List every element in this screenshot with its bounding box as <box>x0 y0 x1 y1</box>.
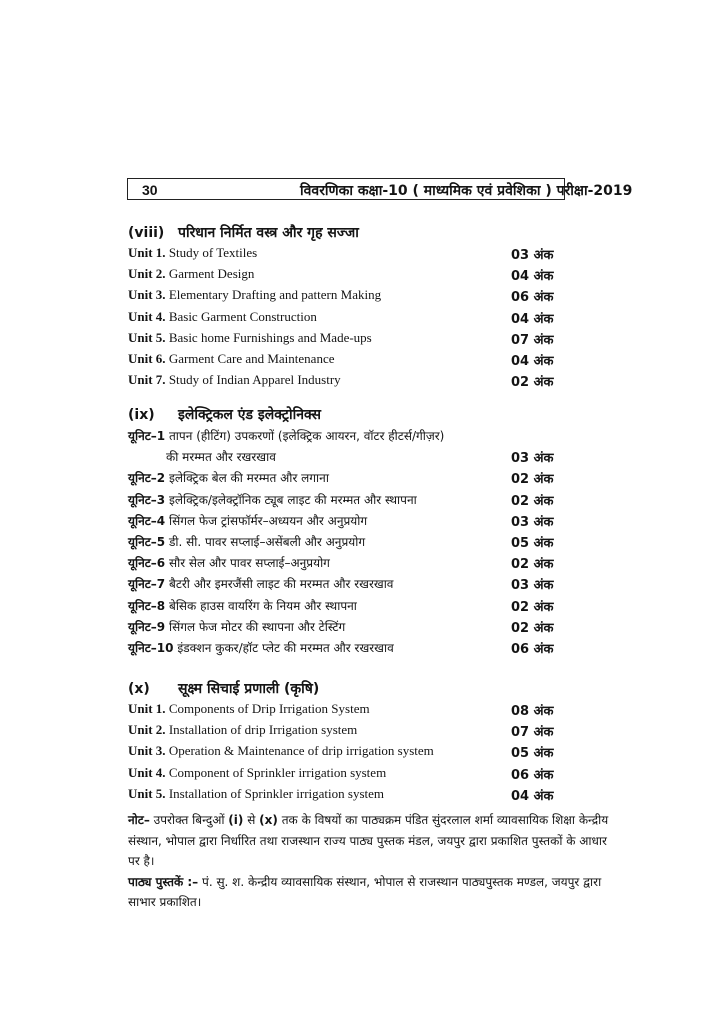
list-item: यूनिट–1 तापन (हीटिंग) उपकरणों (इलेक्ट्रिक आयरन, वॉटर हीटर्स/गीज़र) <box>128 429 445 443</box>
list-item: Unit 5. Installation of Sprinkler irrigation system 04 अंक <box>128 785 554 804</box>
marks: 04 अंक <box>511 353 554 369</box>
marks: 03 अंक <box>511 578 554 594</box>
list-item: यूनिट–7 बैटरी और इमरजैंसी लाइट की मरम्मत और रखरखाव 03 अंक <box>128 577 554 594</box>
list-item: यूनिट–5 डी. सी. पावर सप्लाई–असेंबली और अनुप्रयोग 05 अंक <box>128 534 554 551</box>
section-heading <box>128 405 558 427</box>
section-number: (ix) <box>128 407 155 423</box>
marks: 04 अंक <box>511 311 554 327</box>
list-item: Unit 3. Operation & Maintenance of drip irrigation system 05 अंक <box>128 743 554 762</box>
list-item: यूनिट–6 सौर सेल और पावर सप्लाई–अनुप्रयोग 02 अंक <box>128 556 554 573</box>
marks: 02 अंक <box>511 493 554 509</box>
section-heading <box>128 679 558 701</box>
section-x <box>128 679 558 807</box>
section-ix <box>128 405 558 660</box>
marks: 05 अंक <box>511 746 554 762</box>
marks: 02 अंक <box>511 557 554 573</box>
list-item: यूनिट–9 सिंगल फेज मोटर की स्थापना और टेस्टिंग 02 अंक <box>128 619 554 636</box>
note-paragraph: नोट– उपरोक्त बिन्दुओं (i) से (x) तक के विषयों का पाठ्यक्रम पंडित सुंदरलाल शर्मा व्यावसायिक शिक्षा केन्द्रीय संस्थान, भोपाल द्वारा निर्धारित तथा राजस्थान राज्य पाठ्य पुस्तक मंडल, जयपुर द्वारा प्रकाशित पुस्तकों के आधार पर है। <box>128 813 609 868</box>
marks: 07 अंक <box>511 725 554 741</box>
list-item: Unit 5. Basic home Furnishings and Made-ups 07 अंक <box>128 329 554 348</box>
list-item: यूनिट–4 सिंगल फेज ट्रांसफॉर्मर–अध्ययन और अनुप्रयोग 03 अंक <box>128 513 554 530</box>
list-item: Unit 4. Component of Sprinkler irrigation system 06 अंक <box>128 764 554 783</box>
marks: 03 अंक <box>511 451 554 467</box>
marks: 04 अंक <box>511 269 554 285</box>
marks: 06 अंक <box>511 767 554 783</box>
marks: 02 अंक <box>511 375 554 391</box>
marks: 02 अंक <box>511 599 554 615</box>
marks: 06 अंक <box>511 641 554 657</box>
list-item: Unit 2. Installation of drip Irrigation system 07 अंक <box>128 722 554 741</box>
section-heading <box>128 223 558 245</box>
marks: 05 अंक <box>511 535 554 551</box>
marks: 07 अंक <box>511 332 554 348</box>
marks: 04 अंक <box>511 788 554 804</box>
note-block <box>128 810 612 913</box>
section-title: सूक्ष्म सिचाई प्रणाली (कृषि) <box>178 681 320 697</box>
textbooks-paragraph: पाठ्य पुस्तकें :– पं. सु. श. केन्द्रीय व्यावसायिक संस्थान, भोपाल से राजस्थान पाठ्यपुस्तक मण्डल, जयपुर द्वारा साभार प्रकाशित। <box>128 874 602 909</box>
section-number: (viii) <box>128 225 165 241</box>
list-item: Unit 1. Components of Drip Irrigation System 08 अंक <box>128 701 554 719</box>
list-item: Unit 1. Study of Textiles 03 अंक <box>128 245 554 263</box>
marks: 03 अंक <box>511 248 554 263</box>
marks: 06 अंक <box>511 290 554 306</box>
section-viii <box>128 223 558 393</box>
header-title: विवरणिका कक्षा-10 ( माध्यमिक एवं प्रवेशिका ) परीक्षा-2019 <box>300 183 633 199</box>
list-item: Unit 7. Study of Indian Apparel Industry 02 अंक <box>128 372 554 391</box>
list-item: Unit 2. Garment Design 04 अंक <box>128 266 554 285</box>
section-title: परिधान निर्मित वस्त्र और गृह सज्जा <box>178 225 359 241</box>
list-item: यूनिट–2 इलेक्ट्रिक बेल की मरम्मत और लगाना 02 अंक <box>128 471 554 488</box>
marks: 02 अंक <box>511 472 554 488</box>
list-item: Unit 4. Basic Garment Construction 04 अंक <box>128 308 554 327</box>
section-title: इलेक्ट्रिकल एंड इलेक्ट्रोनिक्स <box>178 407 321 423</box>
page-number: 30 <box>142 182 158 198</box>
list-item: यूनिट–8 बेसिक हाउस वायरिंग के नियम और स्थापना 02 अंक <box>128 598 554 615</box>
section-number: (x) <box>128 681 150 697</box>
marks: 02 अंक <box>511 620 554 636</box>
marks: 08 अंक <box>511 704 554 719</box>
list-item: यूनिट–10 इंडक्शन कुकर/हॉट प्लेट की मरम्मत और रखरखाव 06 अंक <box>128 640 554 657</box>
list-item-continuation: की मरम्मत और रखरखाव 03 अंक <box>166 450 554 467</box>
list-item: यूनिट–3 इलेक्ट्रिक/इलेक्ट्रॉनिक ट्यूब लाइट की मरम्मत और स्थापना 02 अंक <box>128 492 554 509</box>
list-item: Unit 6. Garment Care and Maintenance 04 अंक <box>128 350 554 369</box>
marks: 03 अंक <box>511 514 554 530</box>
list-item: Unit 3. Elementary Drafting and pattern Making 06 अंक <box>128 287 554 306</box>
